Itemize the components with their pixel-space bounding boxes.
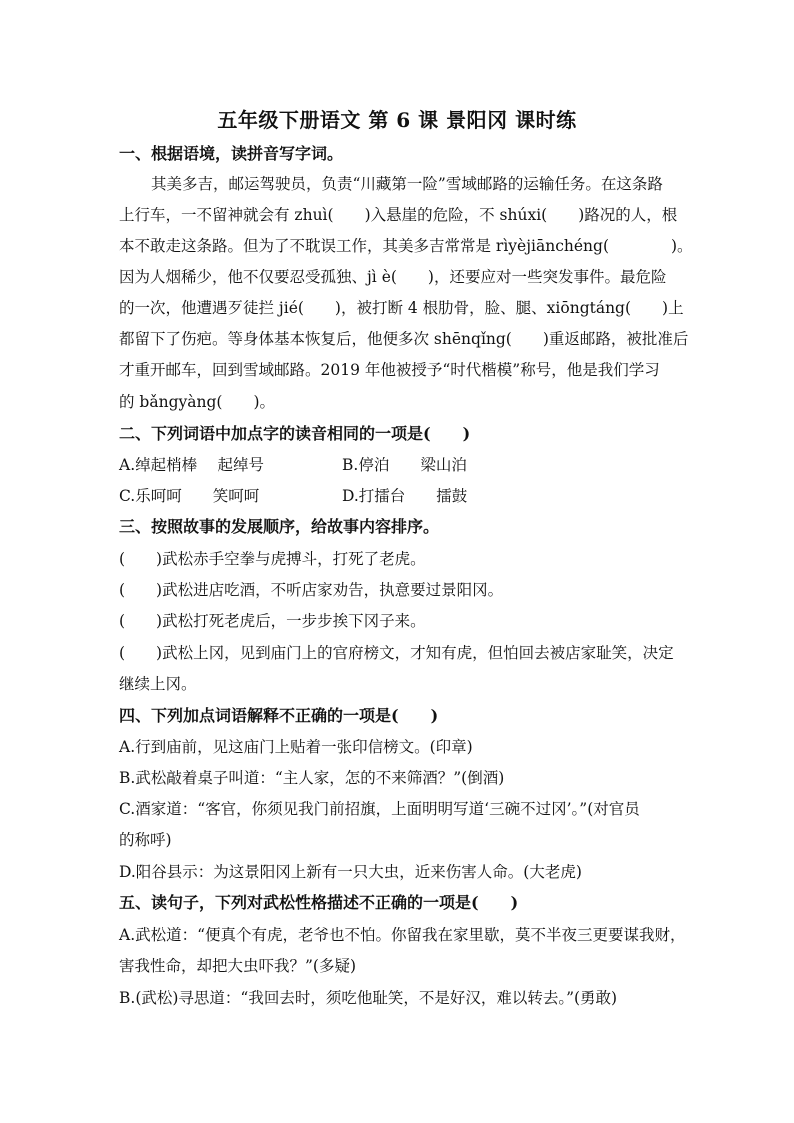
order-item: ( )武松赤手空拳与虎搏斗，打死了老虎。 <box>119 550 426 568</box>
choice-line: 的称呼) <box>119 831 172 849</box>
section-3-heading: 三、按照故事的发展顺序，给故事内容排序。 <box>119 517 440 536</box>
passage-line: 的一次，他遭遇歹徒拦 jié( )，被打断 4 根肋骨，脸、腿、xiōngtáng( )上 <box>119 299 684 317</box>
passage-line: 因为人烟稀少，他不仅要忍受孤独、jì è( )，还要应对一些突发事件。最危险 <box>119 268 667 286</box>
passage-line: 其美多吉，邮运驾驶员，负责“川藏第一险”雪域邮路的运输任务。在这条路 <box>151 175 663 193</box>
option-c: C.乐呵呵 笑呵呵 <box>119 487 260 505</box>
section-5-heading: 五、读句子，下列对武松性格描述不正确的一项是( ) <box>119 893 519 912</box>
passage-line: 才重开邮车，回到雪域邮路。2019 年他被授予“时代楷模”称号，他是我们学习 <box>119 361 660 379</box>
order-item: ( )武松进店吃酒，不听店家劝告，执意要过景阳冈。 <box>119 581 504 599</box>
page-title: 五年级下册语文 第 6 课 景阳冈 课时练 <box>217 108 577 132</box>
order-item-continuation: 继续上冈。 <box>119 675 197 693</box>
choice-line: A.武松道：“便真个有虎，老爷也不怕。你留我在家里歇，莫不半夜三更要谋我财， <box>119 926 686 944</box>
section-1-heading: 一、根据语境，读拼音写字词。 <box>119 144 344 163</box>
section-2-heading: 二、下列词语中加点字的读音相同的一项是( ) <box>119 424 471 443</box>
choice-line: D.阳谷县示：为这景阳冈上新有一只大虫，近来伤害人命。(大老虎) <box>119 863 582 881</box>
choice-line: A.行到庙前，见这庙门上贴着一张印信榜文。(印章) <box>119 738 473 756</box>
passage-line: 上行车，一不留神就会有 zhuì( )入悬崖的危险，不 shúxi( )路况的人，根 <box>119 206 678 224</box>
order-item: ( )武松打死老虎后，一步步挨下冈子来。 <box>119 612 426 630</box>
choice-line: B.(武松)寻思道：“我回去时，须吃他耻笑，不是好汉，难以转去。”(勇敢) <box>119 989 618 1007</box>
passage-line: 的 bǎngyàng( )。 <box>119 393 275 411</box>
passage-line: 都留下了伤疤。等身体基本恢复后，他便多次 shēnqǐng( )重返邮路，被批准后 <box>119 330 689 348</box>
section-4-heading: 四、下列加点词语解释不正确的一项是( ) <box>119 706 439 725</box>
choice-line: C.酒家道：“客官，你须见我门前招旗，上面明明写道‘三碗不过冈’。”(对官员 <box>119 800 640 818</box>
option-d: D.打擂台 擂鼓 <box>342 487 468 505</box>
option-a: A.绰起梢棒 起绰号 <box>119 456 265 474</box>
passage-line: 本不敢走这条路。但为了不耽误工作，其美多吉常常是 rìyèjiānchéng( )。 <box>119 237 693 255</box>
option-b: B.停泊 梁山泊 <box>342 456 467 474</box>
choice-line: B.武松敲着桌子叫道：“主人家，怎的不来筛酒？”(倒酒) <box>119 769 505 787</box>
order-item: ( )武松上冈，见到庙门上的官府榜文，才知有虎，但怕回去被店家耻笑，决定 <box>119 644 674 662</box>
choice-line: 害我性命，却把大虫吓我？”(多疑) <box>119 957 357 975</box>
